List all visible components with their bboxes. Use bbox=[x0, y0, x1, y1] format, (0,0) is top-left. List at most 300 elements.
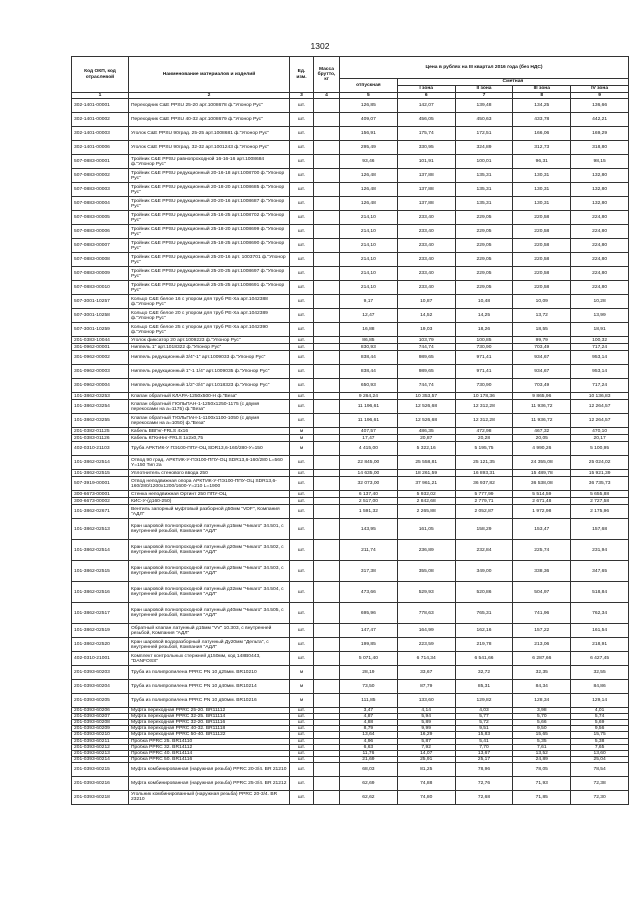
item-name: Переходник C&E PPSU 25-20 арт.1008678 ф."Упонор Рус" bbox=[129, 99, 290, 113]
item-name: Муфта переходная PPRC 25-20. BR11112 bbox=[129, 708, 290, 714]
item-code: 201-0393-60212 bbox=[72, 744, 129, 750]
price-zone-4: 5,74 bbox=[571, 714, 629, 720]
item-mass bbox=[314, 428, 340, 435]
item-unit: м bbox=[290, 680, 314, 694]
price-zone-4: 132,80 bbox=[571, 183, 629, 197]
item-mass bbox=[314, 309, 340, 323]
item-mass bbox=[314, 582, 340, 603]
price-otpusk: 86,85 bbox=[340, 337, 398, 344]
item-code: 302-1401-00003 bbox=[72, 127, 129, 141]
item-unit: шт. bbox=[290, 726, 314, 732]
price-zone-4: 15 921,39 bbox=[571, 470, 629, 477]
price-zone-1: 5,94 bbox=[397, 714, 455, 720]
item-code: 507-3001-10258 bbox=[72, 309, 129, 323]
item-code: 402-0310-21103 bbox=[72, 442, 129, 456]
price-zone-4: 161,54 bbox=[571, 624, 629, 638]
price-zone-1: 4,14 bbox=[397, 708, 455, 714]
table-row bbox=[72, 169, 629, 183]
price-zone-1: 233,40 bbox=[397, 211, 455, 225]
item-unit: шт. bbox=[290, 323, 314, 337]
price-zone-4: 136,66 bbox=[571, 99, 629, 113]
price-zone-4: 224,80 bbox=[571, 267, 629, 281]
price-zone-1: 9,99 bbox=[397, 726, 455, 732]
item-mass bbox=[314, 491, 340, 498]
item-unit: шт. bbox=[290, 498, 314, 505]
price-zone-3: 2 671,48 bbox=[513, 498, 571, 505]
price-otpusk: 830,93 bbox=[340, 344, 398, 351]
item-unit: шт. bbox=[290, 225, 314, 239]
price-zone-2: 10,48 bbox=[455, 295, 513, 309]
item-name: Кран шаровой полнопроходной латунный д25мм "Чикаго" 34.503, с внутренней резьбой, Компания "АДЛ" bbox=[129, 561, 290, 582]
item-name: Муфта переходная PPRC 50-40. BR11122 bbox=[129, 732, 290, 738]
price-zone-1: 14,07 bbox=[397, 750, 455, 756]
item-code: 507-0883-00004 bbox=[72, 197, 129, 211]
column-number: 9 bbox=[571, 93, 629, 99]
price-zone-4: 25,04 bbox=[571, 756, 629, 762]
table-row bbox=[72, 99, 629, 113]
item-name: Тройник C&E PPSU редукционный 25-18-25 арт.1008690 ф."Упонор Рус" bbox=[129, 239, 290, 253]
item-name: Ниппель редукционный 1/2"-3/4" арт.1018323 ф."Упонор Рус" bbox=[129, 379, 290, 393]
price-zone-4: 100,32 bbox=[571, 337, 629, 344]
price-zone-1: 5 322,16 bbox=[397, 442, 455, 456]
price-zone-4: 72,38 bbox=[571, 776, 629, 790]
item-code: 101-3862-02520 bbox=[72, 638, 129, 652]
column-number: 4 bbox=[314, 93, 340, 99]
price-otpusk: 156,91 bbox=[340, 127, 398, 141]
price-zone-2: 2 052,87 bbox=[455, 505, 513, 519]
price-zone-2: 229,05 bbox=[455, 225, 513, 239]
price-zone-1: 74,80 bbox=[397, 790, 455, 804]
price-zone-2: 158,29 bbox=[455, 519, 513, 540]
price-otpusk: 126,85 bbox=[340, 99, 398, 113]
price-zone-3: 78,05 bbox=[513, 762, 571, 776]
price-zone-1: 175,74 bbox=[397, 127, 455, 141]
price-zone-3: 11 936,72 bbox=[513, 400, 571, 414]
price-zone-3: 130,31 bbox=[513, 169, 571, 183]
price-zone-3: 934,67 bbox=[513, 365, 571, 379]
item-name: Клапан обратный ТЮЛЬПАН-1-1100х1100-1050 (с двумя перекосами на a=1050) ф."Веза" bbox=[129, 414, 290, 428]
item-unit: шт. bbox=[290, 720, 314, 726]
price-zone-3: 157,22 bbox=[513, 624, 571, 638]
column-number: 3 bbox=[290, 93, 314, 99]
item-name: Кран шаровой полнопроходной латунный д40мм "Чикаго" 34.505, с внутренней резьбой, Компания "АДЛ" bbox=[129, 603, 290, 624]
table-row bbox=[72, 351, 629, 365]
price-zone-3: 220,58 bbox=[513, 225, 571, 239]
item-code: 101-3862-02514 bbox=[72, 456, 129, 470]
price-zone-1: 37 961,21 bbox=[397, 477, 455, 491]
column-number: 1 bbox=[72, 93, 129, 99]
item-mass bbox=[314, 638, 340, 652]
price-zone-1: 19,03 bbox=[397, 323, 455, 337]
price-zone-1: 103,79 bbox=[397, 337, 455, 344]
item-name: Кран шаровой полнопроходной латунный д20мм "Чикаго" 34.502, с внутренней резьбой, Компания "АДЛ" bbox=[129, 540, 290, 561]
table-row bbox=[72, 393, 629, 400]
item-mass bbox=[314, 561, 340, 582]
item-code: 201-0393-60218 bbox=[72, 790, 129, 804]
price-zone-3: 7,61 bbox=[513, 744, 571, 750]
price-zone-3: 18,55 bbox=[513, 323, 571, 337]
item-name: Кабель КГКнНнг-FRLS 1х2х0,75 bbox=[129, 435, 290, 442]
price-zone-4: 518,84 bbox=[571, 582, 629, 603]
price-zone-2: 72,76 bbox=[455, 776, 513, 790]
item-unit: шт. bbox=[290, 561, 314, 582]
item-unit: шт. bbox=[290, 253, 314, 267]
item-code: 507-0883-00002 bbox=[72, 169, 129, 183]
item-name: Угольник комбинированный (наружная резьба) PPRC 20-3/4. BR 23210 bbox=[129, 790, 290, 804]
item-unit: м bbox=[290, 694, 314, 708]
price-zone-3: 220,58 bbox=[513, 211, 571, 225]
item-name: Тройник C&E PPSU редукционный 25-20-25 арт.1008697 ф."Упонор Рус" bbox=[129, 267, 290, 281]
item-unit: шт. bbox=[290, 197, 314, 211]
price-zone-4: 347,65 bbox=[571, 561, 629, 582]
price-zone-4: 20,17 bbox=[571, 435, 629, 442]
price-zone-3: 134,25 bbox=[513, 99, 571, 113]
price-otpusk: 214,10 bbox=[340, 253, 398, 267]
item-name: Стенка неподвижная Ортинт 250 ППУ-ОЦ bbox=[129, 491, 290, 498]
price-zone-4: 762,34 bbox=[571, 603, 629, 624]
price-zone-4: 32,55 bbox=[571, 666, 629, 680]
header-zone-4: IV зона bbox=[571, 86, 629, 93]
price-otpusk: 6,63 bbox=[340, 744, 398, 750]
price-zone-1: 355,08 bbox=[397, 561, 455, 582]
table-row bbox=[72, 113, 629, 127]
item-name: Кран шаровой полнопроходной латунный д32мм "Чикаго" 34.504, с внутренней резьбой, Компания "АДЛ" bbox=[129, 582, 290, 603]
table-row bbox=[72, 309, 629, 323]
price-zone-4: 18,91 bbox=[571, 323, 629, 337]
item-mass bbox=[314, 351, 340, 365]
table-row bbox=[72, 365, 629, 379]
item-mass bbox=[314, 323, 340, 337]
price-zone-2: 135,31 bbox=[455, 197, 513, 211]
price-zone-4: 72,30 bbox=[571, 790, 629, 804]
item-code: 201-0393-60215 bbox=[72, 762, 129, 776]
price-zone-3: 153,47 bbox=[513, 519, 571, 540]
price-zone-4: 318,80 bbox=[571, 141, 629, 155]
price-otpusk: 17,47 bbox=[340, 435, 398, 442]
item-mass bbox=[314, 776, 340, 790]
price-otpusk: 838,44 bbox=[340, 365, 398, 379]
item-name: Обратный клапан латунный д15мм "VV" 10.303, с внутренней резьбой, Компания "АДЛ" bbox=[129, 624, 290, 638]
price-zone-1: 233,40 bbox=[397, 267, 455, 281]
item-mass bbox=[314, 540, 340, 561]
price-zone-2: 2 779,71 bbox=[455, 498, 513, 505]
price-zone-2: 10 178,36 bbox=[455, 393, 513, 400]
price-zone-3: 5,70 bbox=[513, 714, 571, 720]
price-otpusk: 9 264,24 bbox=[340, 393, 398, 400]
price-zone-1: 6 714,34 bbox=[397, 652, 455, 666]
item-mass bbox=[314, 225, 340, 239]
column-number: 7 bbox=[455, 93, 513, 99]
table-row bbox=[72, 295, 629, 309]
item-unit: шт. bbox=[290, 540, 314, 561]
table-row bbox=[72, 141, 629, 155]
table-row bbox=[72, 603, 629, 624]
item-name: Кольцо C&E белое 25 с упором для труб PE-Xa арт.1042390 ф."Упонор Рус" bbox=[129, 323, 290, 337]
column-number: 2 bbox=[129, 93, 290, 99]
price-zone-2: 139,48 bbox=[455, 99, 513, 113]
item-unit: шт. bbox=[290, 582, 314, 603]
table-row bbox=[72, 456, 629, 470]
price-otpusk: 126,48 bbox=[340, 197, 398, 211]
price-otpusk: 126,48 bbox=[340, 169, 398, 183]
item-unit: шт. bbox=[290, 155, 314, 169]
price-zone-1: 233,40 bbox=[397, 281, 455, 295]
price-zone-2: 472,98 bbox=[455, 428, 513, 435]
price-zone-2: 162,16 bbox=[455, 624, 513, 638]
item-mass bbox=[314, 680, 340, 694]
price-zone-3: 128,34 bbox=[513, 694, 571, 708]
item-mass bbox=[314, 603, 340, 624]
price-zone-4: 470,10 bbox=[571, 428, 629, 435]
item-code: 201-0393-60216 bbox=[72, 776, 129, 790]
header-code: Код ОКП, код отраслевой bbox=[72, 57, 129, 93]
price-otpusk: 8,79 bbox=[340, 726, 398, 732]
price-zone-2: 5,77 bbox=[455, 714, 513, 720]
item-unit: шт. bbox=[290, 351, 314, 365]
price-zone-2: 85,31 bbox=[455, 680, 513, 694]
price-otpusk: 214,10 bbox=[340, 239, 398, 253]
price-otpusk: 14 635,00 bbox=[340, 470, 398, 477]
item-code: 507-0883-00009 bbox=[72, 267, 129, 281]
item-code: 201-0393-60209 bbox=[72, 726, 129, 732]
price-zone-2: 12 312,28 bbox=[455, 400, 513, 414]
price-zone-2: 135,31 bbox=[455, 169, 513, 183]
price-otpusk: 214,10 bbox=[340, 225, 398, 239]
table-row bbox=[72, 561, 629, 582]
price-otpusk: 93,46 bbox=[340, 155, 398, 169]
item-code: 101-3862-02519 bbox=[72, 624, 129, 638]
price-zone-3: 9 865,96 bbox=[513, 393, 571, 400]
price-zone-2: 229,05 bbox=[455, 211, 513, 225]
column-number: 6 bbox=[397, 93, 455, 99]
item-unit: шт. bbox=[290, 762, 314, 776]
table-row bbox=[72, 127, 629, 141]
item-name: Кольцо C&E белое 20 с упором для труб PE-Xa арт.1042389 ф."Упонор Рус" bbox=[129, 309, 290, 323]
table-body bbox=[72, 99, 629, 805]
price-zone-1: 744,74 bbox=[397, 344, 455, 351]
price-otpusk: 4,96 bbox=[340, 738, 398, 744]
item-mass bbox=[314, 442, 340, 456]
item-code: 201-0393-60204 bbox=[72, 680, 129, 694]
price-zone-4: 10,28 bbox=[571, 295, 629, 309]
price-zone-1: 12 526,68 bbox=[397, 414, 455, 428]
price-otpusk: 295,49 bbox=[340, 141, 398, 155]
header-mass: Масса брутто, кг bbox=[314, 57, 340, 93]
item-name: Пробка PPRC 50. BR14116 bbox=[129, 756, 290, 762]
price-zone-1: 989,65 bbox=[397, 365, 455, 379]
price-zone-4: 224,80 bbox=[571, 253, 629, 267]
price-zone-4: 231,94 bbox=[571, 540, 629, 561]
price-zone-1: 20,87 bbox=[397, 435, 455, 442]
price-zone-2: 135,31 bbox=[455, 183, 513, 197]
price-zone-2: 229,05 bbox=[455, 267, 513, 281]
item-name: Муфта переходная PPRC 40-32. BR11118 bbox=[129, 726, 290, 732]
table-row bbox=[72, 540, 629, 561]
price-otpusk: 199,85 bbox=[340, 638, 398, 652]
price-zone-3: 32,35 bbox=[513, 666, 571, 680]
price-zone-4: 218,91 bbox=[571, 638, 629, 652]
price-zone-3: 99,79 bbox=[513, 337, 571, 344]
price-zone-2: 5 777,99 bbox=[455, 491, 513, 498]
table-row bbox=[72, 519, 629, 540]
item-code: 301-0962-00004 bbox=[72, 379, 129, 393]
price-zone-2: 450,63 bbox=[455, 113, 513, 127]
price-zone-1: 74,88 bbox=[397, 776, 455, 790]
item-name: Переходник C&E PPSU 40-32 арт.1008679 ф."Упонор Рус" bbox=[129, 113, 290, 127]
price-otpusk: 68,03 bbox=[340, 762, 398, 776]
price-zone-3: 36 538,08 bbox=[513, 477, 571, 491]
item-code: 201-0382-01125 bbox=[72, 428, 129, 435]
item-unit: шт. bbox=[290, 99, 314, 113]
price-zone-1: 133,60 bbox=[397, 694, 455, 708]
price-zone-2: 25,17 bbox=[455, 756, 513, 762]
price-zone-3: 220,58 bbox=[513, 239, 571, 253]
price-otpusk: 11 196,61 bbox=[340, 400, 398, 414]
price-zone-3: 96,31 bbox=[513, 155, 571, 169]
item-mass bbox=[314, 666, 340, 680]
item-name: Ниппель редукционный 3/4"-1" арт.1009033 ф."Упонор Рус" bbox=[129, 351, 290, 365]
price-zone-3: 20,05 bbox=[513, 435, 571, 442]
item-name: Уголок C&E PPSU 90град. 32-32 арт.1001243 ф."Упонор Рус" bbox=[129, 141, 290, 155]
price-zone-4: 2 175,96 bbox=[571, 505, 629, 519]
price-zone-4: 15,75 bbox=[571, 732, 629, 738]
item-unit: шт. bbox=[290, 624, 314, 638]
price-otpusk: 13,64 bbox=[340, 732, 398, 738]
table-row bbox=[72, 680, 629, 694]
price-zone-4: 717,24 bbox=[571, 344, 629, 351]
price-zone-2: 32,72 bbox=[455, 666, 513, 680]
price-zone-1: 223,59 bbox=[397, 638, 455, 652]
item-unit: шт. bbox=[290, 169, 314, 183]
item-code: 507-0883-00005 bbox=[72, 211, 129, 225]
price-zone-2: 229,05 bbox=[455, 253, 513, 267]
page-number: 1302 bbox=[310, 41, 330, 51]
price-otpusk: 143,95 bbox=[340, 519, 398, 540]
item-unit: шт. bbox=[290, 141, 314, 155]
price-zone-3: 24 355,08 bbox=[513, 456, 571, 470]
table-row bbox=[72, 762, 629, 776]
item-mass bbox=[314, 498, 340, 505]
table-row bbox=[72, 491, 629, 498]
item-code: 507-3919-00001 bbox=[72, 477, 129, 491]
price-zone-2: 12 312,28 bbox=[455, 414, 513, 428]
price-zone-1: 10,87 bbox=[397, 295, 455, 309]
price-zone-1: 5 932,02 bbox=[397, 491, 455, 498]
item-unit: шт. bbox=[290, 470, 314, 477]
item-name: Тройник C&E PPSU редукционный 20-16-18 арт.1008700 ф."Упонор Рус" bbox=[129, 169, 290, 183]
column-number: 8 bbox=[513, 93, 571, 99]
price-zone-2: 7,70 bbox=[455, 744, 513, 750]
item-code: 507-0883-00010 bbox=[72, 281, 129, 295]
price-zone-3: 13,72 bbox=[513, 309, 571, 323]
price-zone-1: 330,95 bbox=[397, 141, 455, 155]
price-zone-2: 229,05 bbox=[455, 281, 513, 295]
item-name: Пробка PPRC 40. BR14114 bbox=[129, 750, 290, 756]
item-mass bbox=[314, 414, 340, 428]
item-mass bbox=[314, 281, 340, 295]
price-zone-1: 5,87 bbox=[397, 738, 455, 744]
item-unit: м bbox=[290, 666, 314, 680]
table-row bbox=[72, 470, 629, 477]
price-zone-1: 778,63 bbox=[397, 603, 455, 624]
price-otpusk: 9,17 bbox=[340, 295, 398, 309]
price-zone-2: 520,86 bbox=[455, 582, 513, 603]
item-code: 101-3862-02671 bbox=[72, 505, 129, 519]
price-zone-2: 324,89 bbox=[455, 141, 513, 155]
price-zone-3: 166,06 bbox=[513, 127, 571, 141]
item-code: 101-3862-03255 bbox=[72, 414, 129, 428]
price-zone-4: 717,24 bbox=[571, 379, 629, 393]
price-zone-1: 233,40 bbox=[397, 253, 455, 267]
table-row bbox=[72, 638, 629, 652]
price-zone-3: 130,31 bbox=[513, 183, 571, 197]
price-otpusk: 62,69 bbox=[340, 776, 398, 790]
item-name: Труба из полипропилена PPRC PN 10 д25мм. BR10210 bbox=[129, 666, 290, 680]
price-zone-4: 129,14 bbox=[571, 694, 629, 708]
item-unit: шт. bbox=[290, 337, 314, 344]
table-row bbox=[72, 183, 629, 197]
item-code: 201-0393-60213 bbox=[72, 750, 129, 756]
price-zone-1: 25,91 bbox=[397, 756, 455, 762]
item-code: 101-3862-02517 bbox=[72, 603, 129, 624]
table-row bbox=[72, 582, 629, 603]
table-row bbox=[72, 344, 629, 351]
price-zone-2: 172,51 bbox=[455, 127, 513, 141]
price-zone-2: 15,83 bbox=[455, 732, 513, 738]
item-code: 507-0883-00008 bbox=[72, 253, 129, 267]
price-otpusk: 317,38 bbox=[340, 561, 398, 582]
item-unit: шт. bbox=[290, 714, 314, 720]
item-code: 302-1401-00001 bbox=[72, 99, 129, 113]
item-unit: шт. bbox=[290, 379, 314, 393]
price-zone-4: 132,80 bbox=[571, 197, 629, 211]
item-name: Отвод 90 град. АРКТИК-У-ПЭ100-ППУ-ОЦ SDR13,6-160/280 L=560 Y=150 Тип 2а bbox=[129, 456, 290, 470]
item-code: 301-0962-00003 bbox=[72, 365, 129, 379]
item-name: Тройник C&E PPSU редукционный 25-18-20 арт.1008699 ф."Упонор Рус" bbox=[129, 225, 290, 239]
price-zone-3: 338,36 bbox=[513, 561, 571, 582]
price-zone-3: 703,49 bbox=[513, 379, 571, 393]
price-zone-1: 137,88 bbox=[397, 197, 455, 211]
price-zone-1: 7,92 bbox=[397, 744, 455, 750]
price-otpusk: 4,87 bbox=[340, 714, 398, 720]
price-zone-1: 137,88 bbox=[397, 169, 455, 183]
price-zone-2: 18,26 bbox=[455, 323, 513, 337]
item-code: 507-0883-00007 bbox=[72, 239, 129, 253]
table-row bbox=[72, 225, 629, 239]
price-otpusk: 473,66 bbox=[340, 582, 398, 603]
item-unit: шт. bbox=[290, 281, 314, 295]
item-name: Кольцо C&E белое 16 с упором для труб PE-Xa арт.1042388 ф."Упонор Рус" bbox=[129, 295, 290, 309]
item-unit: шт. bbox=[290, 738, 314, 744]
item-name: Вентиль запорный муфтовый разборной д50мм "VDF", Компания "АДЛ" bbox=[129, 505, 290, 519]
item-name: Тройник C&E PPSU равнопроходной 16-16-16 арт.1008684 ф."Упонор Рус" bbox=[129, 155, 290, 169]
item-name: Ниппель 1" арт.1018322 ф."Упонор Рус" bbox=[129, 344, 290, 351]
item-code: 101-3862-02515 bbox=[72, 470, 129, 477]
item-name: Пробка PPRC 25. BR14110 bbox=[129, 738, 290, 744]
price-zone-1: 142,07 bbox=[397, 99, 455, 113]
item-unit: шт. bbox=[290, 732, 314, 738]
item-unit: шт. bbox=[290, 708, 314, 714]
item-code: 402-0310-21001 bbox=[72, 652, 129, 666]
item-unit: шт. bbox=[290, 505, 314, 519]
item-code: 201-0383-10044 bbox=[72, 337, 129, 344]
header-smetnaya: Сметная bbox=[397, 79, 628, 86]
item-code: 201-0393-60214 bbox=[72, 756, 129, 762]
table-row bbox=[72, 652, 629, 666]
price-zone-3: 4 990,26 bbox=[513, 442, 571, 456]
item-mass bbox=[314, 141, 340, 155]
item-unit: шт. bbox=[290, 113, 314, 127]
